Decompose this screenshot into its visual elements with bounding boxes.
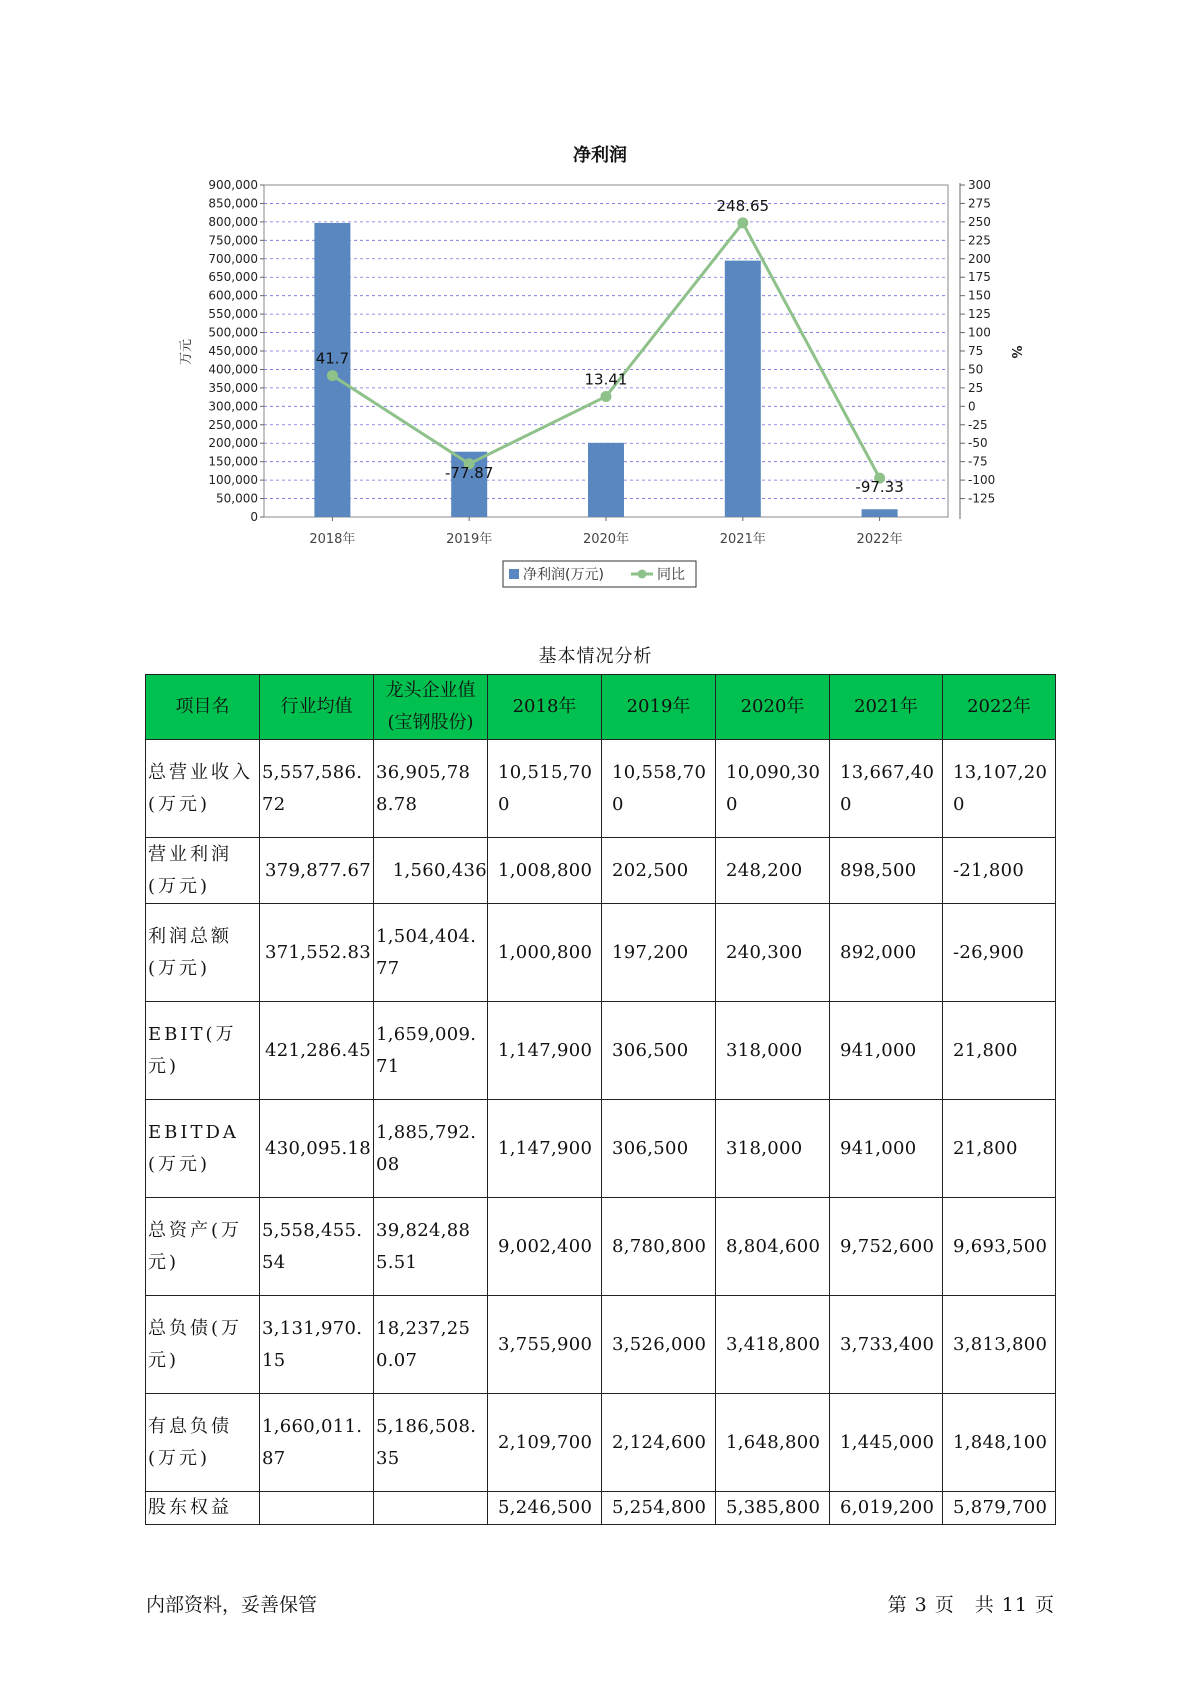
value-cell: 318,000 <box>716 1100 830 1198</box>
row-label-cell: 有息负债(万元) <box>146 1394 260 1492</box>
y-left-tick-label: 450,000 <box>208 344 258 358</box>
table-row <box>146 740 1056 838</box>
y-left-tick-label: 150,000 <box>208 454 258 469</box>
value-cell: 1,147,900 <box>488 1100 602 1198</box>
value-cell: 1,885,792.08 <box>374 1100 488 1198</box>
row-label-cell: 股东权益 <box>146 1492 260 1525</box>
y-right-tick-label: -125 <box>968 491 996 506</box>
value-cell: 1,504,404.77 <box>374 904 488 1002</box>
value-cell: 941,000 <box>830 1100 943 1198</box>
value-cell: 21,800 <box>943 1100 1056 1198</box>
value-cell: -26,900 <box>943 904 1056 1002</box>
data-label: -97.33 <box>855 478 904 497</box>
table-row <box>146 1492 1056 1525</box>
y-right-tick-label: 25 <box>968 380 984 395</box>
x-tick-label: 2019年 <box>446 532 493 547</box>
y-left-axis-title: 万元 <box>179 338 194 366</box>
legend-line-marker <box>638 570 647 579</box>
value-cell: 1,560,436 <box>374 838 488 904</box>
y-left-tick-label: 500,000 <box>208 325 258 340</box>
bar <box>862 509 898 517</box>
value-cell: 36,905,788.78 <box>374 740 488 838</box>
row-label-cell: 利润总额(万元) <box>146 904 260 1002</box>
y-left-tick-label: 300,000 <box>208 399 258 414</box>
value-cell: 3,418,800 <box>716 1296 830 1394</box>
y-left-tick-label: 250,000 <box>208 417 258 432</box>
value-cell: 10,090,300 <box>716 740 830 838</box>
value-cell: 1,648,800 <box>716 1394 830 1492</box>
value-cell: 5,246,500 <box>488 1492 602 1525</box>
y-right-tick-label: -100 <box>968 473 996 488</box>
value-cell: 1,445,000 <box>830 1394 943 1492</box>
value-cell: 371,552.83 <box>260 904 374 1002</box>
value-cell: 8,804,600 <box>716 1198 830 1296</box>
value-cell: 3,131,970.15 <box>260 1296 374 1394</box>
row-label-cell: EBIT(万元) <box>146 1002 260 1100</box>
header-cell: 2022年 <box>943 675 1056 740</box>
value-cell: -21,800 <box>943 838 1056 904</box>
value-cell: 5,558,455.54 <box>260 1198 374 1296</box>
row-label-cell: 总资产(万元) <box>146 1198 260 1296</box>
y-left-tick-label: 50,000 <box>216 491 258 506</box>
y-right-tick-label: -75 <box>968 454 988 469</box>
chart-legend <box>503 561 696 587</box>
x-tick-label: 2022年 <box>856 532 903 547</box>
table-row <box>146 1394 1056 1492</box>
y-right-tick-label: 275 <box>968 196 991 211</box>
x-tick-label: 2018年 <box>309 532 356 547</box>
table-header-row <box>146 675 1056 740</box>
x-tick-label: 2020年 <box>582 532 630 547</box>
value-cell: 6,019,200 <box>830 1492 943 1525</box>
value-cell: 18,237,250.07 <box>374 1296 488 1394</box>
value-cell: 941,000 <box>830 1002 943 1100</box>
y-right-tick-label: 150 <box>968 288 991 303</box>
header-cell: 2020年 <box>716 675 830 740</box>
y-left-tick-label: 750,000 <box>208 233 258 248</box>
header-cell: 2021年 <box>830 675 943 740</box>
value-cell <box>374 1492 488 1525</box>
value-cell: 318,000 <box>716 1002 830 1100</box>
y-right-tick-label: 300 <box>968 178 991 192</box>
value-cell: 13,667,400 <box>830 740 943 838</box>
value-cell: 21,800 <box>943 1002 1056 1100</box>
value-cell: 3,755,900 <box>488 1296 602 1394</box>
legend-bar-label: 净利润(万元) <box>523 567 604 583</box>
x-tick-label: 2021年 <box>719 532 766 547</box>
value-cell: 2,124,600 <box>602 1394 716 1492</box>
value-cell: 3,526,000 <box>602 1296 716 1394</box>
value-cell: 1,008,800 <box>488 838 602 904</box>
bar <box>314 223 350 517</box>
header-cell: 项目名 <box>146 675 260 740</box>
line-point <box>737 217 748 228</box>
value-cell: 5,879,700 <box>943 1492 1056 1525</box>
value-cell: 379,877.67 <box>260 838 374 904</box>
row-label-cell: 营业利润(万元) <box>146 838 260 904</box>
table-row <box>146 1100 1056 1198</box>
header-cell: 2019年 <box>602 675 716 740</box>
value-cell: 39,824,885.51 <box>374 1198 488 1296</box>
y-right-tick-label: 125 <box>968 307 991 322</box>
y-right-axis-title: % <box>1008 345 1023 359</box>
value-cell: 13,107,200 <box>943 740 1056 838</box>
legend-line-label: 同比 <box>657 567 685 583</box>
table-body <box>146 740 1056 1525</box>
value-cell: 421,286.45 <box>260 1002 374 1100</box>
value-cell: 197,200 <box>602 904 716 1002</box>
value-cell: 202,500 <box>602 838 716 904</box>
y-right-tick-label: 0 <box>968 399 976 414</box>
value-cell: 1,660,011.87 <box>260 1394 374 1492</box>
value-cell: 10,558,700 <box>602 740 716 838</box>
y-right-tick-label: 100 <box>968 325 991 340</box>
table-row <box>146 904 1056 1002</box>
value-cell <box>260 1492 374 1525</box>
y-left-tick-label: 850,000 <box>208 196 258 211</box>
value-cell: 10,515,700 <box>488 740 602 838</box>
y-left-tick-label: 400,000 <box>208 362 258 377</box>
value-cell: 3,813,800 <box>943 1296 1056 1394</box>
y-left-tick-label: 350,000 <box>208 380 258 395</box>
line-point <box>601 391 612 402</box>
line-point <box>327 370 338 381</box>
y-left-tick-label: 900,000 <box>208 178 258 192</box>
table-row <box>146 838 1056 904</box>
bar <box>588 443 624 517</box>
y-left-tick-label: 650,000 <box>208 270 258 285</box>
value-cell: 3,733,400 <box>830 1296 943 1394</box>
value-cell: 240,300 <box>716 904 830 1002</box>
y-right-tick-label: 200 <box>968 251 991 266</box>
y-right-tick-label: -50 <box>968 436 988 451</box>
value-cell: 5,254,800 <box>602 1492 716 1525</box>
table-row <box>146 1002 1056 1100</box>
bar <box>725 261 761 517</box>
y-left-tick-label: 700,000 <box>208 251 258 266</box>
table-caption: 基本情况分析 <box>538 646 653 667</box>
y-right-tick-label: 225 <box>968 233 991 248</box>
chart-title: 净利润 <box>573 145 627 166</box>
net-profit-chart <box>0 0 1191 620</box>
y-left-tick-label: 0 <box>250 510 258 524</box>
row-label-cell: 总负债(万元) <box>146 1296 260 1394</box>
data-label: 248.65 <box>716 196 770 215</box>
footer-page-number: 第 3 页 共 11 页 <box>887 1594 1055 1616</box>
value-cell: 9,752,600 <box>830 1198 943 1296</box>
data-label: 41.7 <box>315 349 350 368</box>
data-label: -77.87 <box>445 463 494 482</box>
y-left-tick-label: 800,000 <box>208 214 258 229</box>
value-cell: 2,109,700 <box>488 1394 602 1492</box>
y-right-tick-label: 75 <box>968 344 984 358</box>
y-left-tick-label: 100,000 <box>208 473 258 488</box>
row-label-cell: EBITDA(万元) <box>146 1100 260 1198</box>
legend-bar-swatch <box>509 569 519 579</box>
value-cell: 1,848,100 <box>943 1394 1056 1492</box>
y-right-tick-label: -25 <box>968 417 988 432</box>
value-cell: 430,095.18 <box>260 1100 374 1198</box>
y-left-tick-label: 550,000 <box>208 307 258 322</box>
y-right-tick-label: 250 <box>968 214 991 229</box>
value-cell: 248,200 <box>716 838 830 904</box>
value-cell: 1,659,009.71 <box>374 1002 488 1100</box>
table-row <box>146 1198 1056 1296</box>
header-cell: 行业均值 <box>260 675 374 740</box>
data-label: 13.41 <box>584 370 628 389</box>
y-right-tick-label: 50 <box>968 362 984 377</box>
row-label-cell: 总营业收入(万元) <box>146 740 260 838</box>
value-cell: 892,000 <box>830 904 943 1002</box>
value-cell: 8,780,800 <box>602 1198 716 1296</box>
header-cell: 2018年 <box>488 675 602 740</box>
value-cell: 9,002,400 <box>488 1198 602 1296</box>
value-cell: 5,557,586.72 <box>260 740 374 838</box>
value-cell: 306,500 <box>602 1002 716 1100</box>
y-right-tick-label: 175 <box>968 270 991 285</box>
value-cell: 1,147,900 <box>488 1002 602 1100</box>
header-cell: 龙头企业值(宝钢股份) <box>374 675 488 740</box>
footer-confidential: 内部资料，妥善保管 <box>146 1594 318 1616</box>
value-cell: 306,500 <box>602 1100 716 1198</box>
value-cell: 9,693,500 <box>943 1198 1056 1296</box>
value-cell: 898,500 <box>830 838 943 904</box>
value-cell: 1,000,800 <box>488 904 602 1002</box>
value-cell: 5,385,800 <box>716 1492 830 1525</box>
y-left-tick-label: 200,000 <box>208 436 258 451</box>
y-left-tick-label: 600,000 <box>208 288 258 303</box>
basic-analysis-table <box>145 674 1056 1525</box>
value-cell: 5,186,508.35 <box>374 1394 488 1492</box>
table-row <box>146 1296 1056 1394</box>
